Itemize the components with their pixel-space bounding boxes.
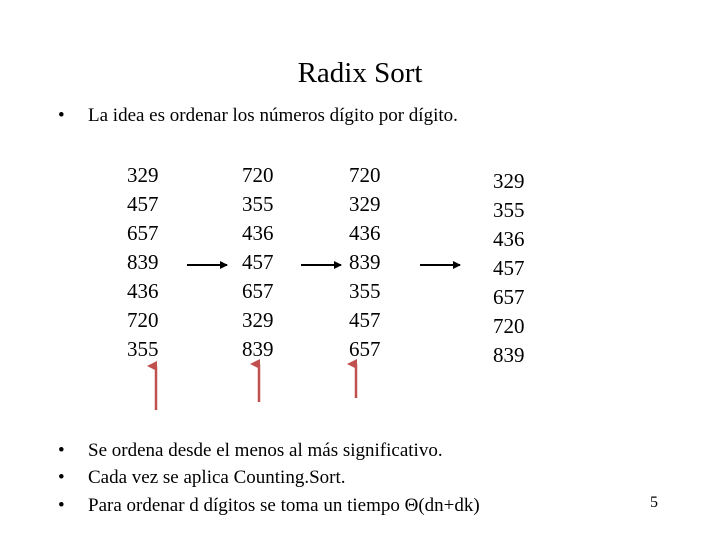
column-2-value: 457 <box>242 250 274 274</box>
column-1-value: 720 <box>127 308 159 332</box>
slide-title: Radix Sort <box>297 57 423 89</box>
column-1-value: 436 <box>127 279 159 303</box>
column-3-value: 720 <box>349 163 381 187</box>
column-2-value: 329 <box>242 308 274 332</box>
bottom-bullet-text: Se ordena desde el menos al más significativo. <box>88 440 443 461</box>
bottom-bullet-text: Cada vez se aplica Counting.Sort. <box>88 467 346 488</box>
digits-column-4 <box>493 167 553 370</box>
bottom-bullet-1 <box>58 439 443 463</box>
bottom-bullet-2 <box>58 466 346 490</box>
column-4-value: 839 <box>493 343 525 367</box>
bullet-dot: • <box>58 467 65 488</box>
digits-column-1 <box>127 161 187 364</box>
column-4-value: 355 <box>493 198 525 222</box>
column-4-value: 457 <box>493 256 525 280</box>
column-2-value: 355 <box>242 192 274 216</box>
column-4-value: 436 <box>493 227 525 251</box>
column-2-value: 436 <box>242 221 274 245</box>
column-4-value: 329 <box>493 169 525 193</box>
bullet-dot: • <box>58 495 65 516</box>
intro-bullet-text: La idea es ordenar los números dígito por dígito. <box>88 105 458 126</box>
column-3-value: 839 <box>349 250 381 274</box>
page-number: 5 <box>650 494 658 511</box>
column-3-value: 436 <box>349 221 381 245</box>
column-3-value: 457 <box>349 308 381 332</box>
column-3-value: 657 <box>349 337 381 361</box>
column-1-value: 839 <box>127 250 159 274</box>
bullet-dot: • <box>58 440 65 461</box>
digits-column-2 <box>242 161 302 364</box>
column-3-value: 329 <box>349 192 381 216</box>
column-3-value: 355 <box>349 279 381 303</box>
column-1-value: 329 <box>127 163 159 187</box>
intro-bullet <box>58 104 458 128</box>
column-4-value: 720 <box>493 314 525 338</box>
bottom-bullet-3 <box>58 494 480 518</box>
bullet-dot: • <box>58 105 65 126</box>
bottom-bullet-text: Para ordenar d dígitos se toma un tiempo Θ(dn+dk) <box>88 495 480 516</box>
column-2-value: 839 <box>242 337 274 361</box>
column-1-value: 457 <box>127 192 159 216</box>
column-1-value: 355 <box>127 337 159 361</box>
column-2-value: 657 <box>242 279 274 303</box>
column-1-value: 657 <box>127 221 159 245</box>
column-4-value: 657 <box>493 285 525 309</box>
digits-column-3 <box>349 161 409 364</box>
column-2-value: 720 <box>242 163 274 187</box>
